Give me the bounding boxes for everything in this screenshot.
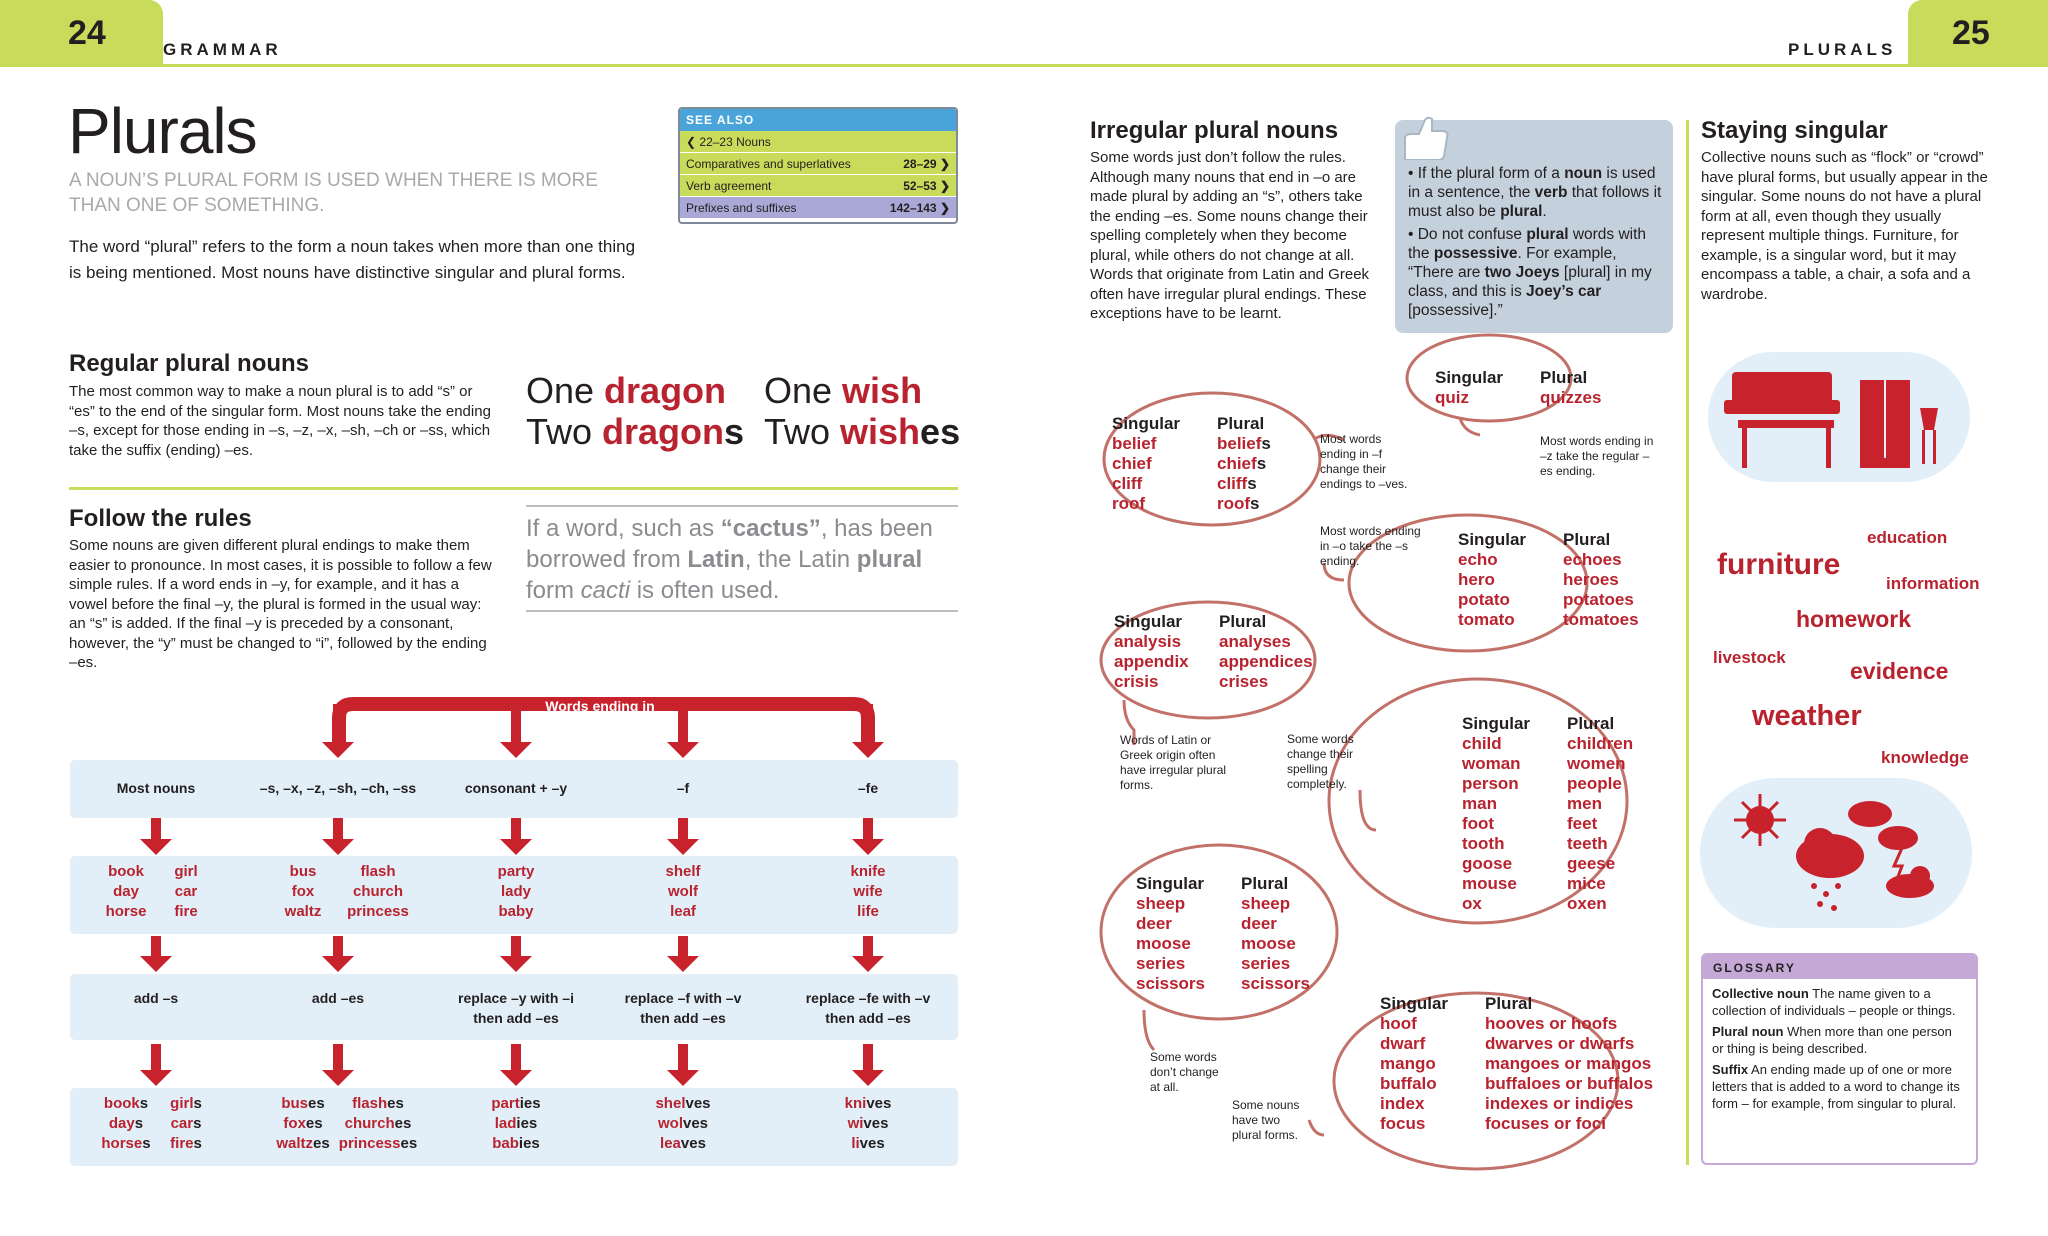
plural-word: children [1567,734,1634,753]
plural-word: cliffs [1217,474,1257,493]
result-words [613,1094,753,1154]
result-word: wives [847,1115,889,1132]
plural-label: Plural [1485,994,1533,1013]
see-also-topic: Verb agreement [686,179,772,193]
plural-word: beliefs [1217,434,1271,453]
flow-arrow-head [140,956,172,972]
plural-word: hooves or hoofs [1485,1014,1618,1033]
plural-word: men [1567,794,1602,813]
singular-word: mouse [1462,874,1517,893]
singular-column [1435,368,1503,408]
plural-label: Plural [1241,874,1289,893]
result-word: lives [851,1135,885,1152]
result-word: parties [491,1095,541,1112]
plural-column [1540,368,1601,408]
singular-word: deer [1136,914,1172,933]
singular-word: man [1462,794,1497,813]
plural-word: quizzes [1540,388,1602,407]
singular-word: moose [1136,934,1191,953]
singular-label: Singular [1435,368,1504,387]
flow-arrow-shaft [333,936,343,958]
plural-word: feet [1567,814,1598,833]
result-word: ladies [494,1115,538,1132]
plural-word: teeth [1567,834,1608,853]
page-title: Plurals [68,95,257,167]
singular-word: crisis [1114,672,1159,691]
right-running-head: PLURALS [1788,40,1897,59]
latin-note: If a word, such as “cactus”, has been borrowed from Latin, the Latin plural form cacti is often used. [526,515,933,604]
glossary-heading: GLOSSARY [1703,955,1976,979]
singular-word: foot [1462,814,1495,833]
see-also-topic: Comparatives and superlatives [686,157,851,171]
plural-word: mangoes or mangos [1485,1054,1652,1073]
group-note: Most words ending in –z take the regular –es ending. [1540,434,1654,478]
category-label: –fe [857,780,879,796]
flow-arrow-head [852,1070,884,1086]
group-note: Words of Latin or Greek origin often have irregular plural forms. [1120,733,1227,792]
words-ending-label: Words ending in [545,698,655,714]
plural-word: analyses [1219,632,1291,651]
singular-word: scissors [1136,974,1205,993]
plural-word: heroes [1563,570,1619,589]
plural-column [1567,714,1633,914]
group-note: Some words change their spelling completely. [1287,732,1354,791]
group-note: Some words don’t change at all. [1150,1050,1219,1094]
plural-word: scissors [1241,974,1310,993]
plural-word: mice [1567,874,1606,893]
plural-column [1485,994,1653,1134]
group-note: Some nouns have two plural forms. [1232,1098,1300,1142]
flow-arrow-shaft [511,1044,521,1072]
flow-arrow-head [500,956,532,972]
plural-word: geese [1567,854,1616,873]
singular-word: chief [1112,454,1152,473]
plural-word: series [1241,954,1291,973]
example-words: book day horse [105,863,147,920]
plural-label: Plural [1540,368,1588,387]
result-word: books [103,1095,149,1112]
result-word: fires [170,1135,202,1152]
category-label: –f [676,780,690,796]
plural-word: potatoes [1563,590,1634,609]
connector-spelling [1360,790,1376,830]
flow-arrow-shaft [151,1044,161,1072]
result-word: babies [492,1135,540,1152]
plural-word: deer [1241,914,1277,933]
singular-label: Singular [1458,530,1527,549]
irregular-text: Some words just don’t follow the rules. Although many nouns that end in –o are made plural by adding an “s”, others take the ending –es. Some nouns change their spelling completely when they become plural, while others do not change at all. Words that originate from Latin and Greek often have irregular plural endings. These exceptions have to be learnt. [1090,149,1370,322]
weather-icon [1730,786,1970,926]
singular-label: Singular [1380,994,1449,1013]
result-word: churches [344,1115,412,1132]
result-word: horses [101,1135,151,1152]
flow-arrow-head [500,742,532,758]
left-page-number: 24 [68,14,106,52]
plural-word: crises [1219,672,1269,691]
category-label: –s, –x, –z, –sh, –ch, –ss [259,780,417,796]
collective-word: evidence [1850,658,1949,684]
rules-heading: Follow the rules [69,505,252,532]
flow-arrow-head [852,742,884,758]
singular-word: dwarf [1380,1034,1426,1053]
plural-word: tomatoes [1563,610,1639,629]
flow-arrow-shaft [863,1044,873,1072]
rule-label: replace –f with –v then add –es [624,990,742,1026]
flow-arrow-head [322,742,354,758]
singular-word: tomato [1458,610,1515,629]
result-words [798,1094,938,1154]
result-word: days [108,1115,144,1132]
singular-column [1114,612,1189,692]
singular-column [1380,994,1448,1134]
plural-label: Plural [1217,414,1265,433]
singular-word: goose [1462,854,1513,873]
left-running-head: GRAMMAR [163,40,282,59]
singular-text: Collective nouns such as “flock” or “crowd” have plural forms, but usually appear in the singular. Some nouns do not have a plural form at all, even though they usually represent multiple things. Furniture, for example, is a singular word, but it may encompass a table, a chair, a sofa and a wardrobe. [1701,149,1988,303]
example-wish: One wish Two wishes [764,370,961,452]
singular-word: potato [1458,590,1510,609]
plural-word: moose [1241,934,1296,953]
see-also-topic: ❮ 22–23 Nouns [686,135,771,149]
flow-arrow-head [322,1070,354,1086]
plural-column [1241,874,1310,994]
collective-word: information [1886,574,1980,593]
singular-word: buffalo [1380,1074,1437,1093]
flow-arrow-head [322,956,354,972]
glossary-entry: Suffix An ending made up of one or more letters that is added to a word to change its form – for example, from singular to plural. [1712,1062,1960,1111]
irregular-heading: Irregular plural nouns [1090,117,1339,144]
glossary-entry: Collective noun The name given to a collection of individuals – people or things. [1712,986,1956,1018]
collective-word: weather [1752,700,1862,732]
see-also-heading: SEE ALSO [680,109,956,131]
singular-column [1458,530,1526,630]
see-also-pages: 52–53 ❯ [903,179,950,193]
result-word: knives [844,1095,892,1112]
result-word: princesses [338,1135,418,1152]
plural-word: roofs [1217,494,1260,513]
singular-column [1112,414,1180,514]
connector-nochange [1144,1010,1154,1050]
result-word: cars [170,1115,202,1132]
plural-column [1219,612,1313,692]
flow-arrow-head [852,956,884,972]
example-dragon: One dragon Two dragons [526,370,745,452]
singular-word: hoof [1380,1014,1417,1033]
result-word: shelves [655,1095,711,1112]
flow-arrow-shaft [678,936,688,958]
flow-arrow-shaft [151,936,161,958]
collective-word: furniture [1717,548,1841,581]
flow-arrow-head [140,839,172,855]
singular-word: ox [1462,894,1482,913]
plural-word: indexes or indices [1485,1094,1634,1113]
flow-arrow-shaft [863,936,873,958]
singular-word: cliff [1112,474,1143,493]
lede: A NOUN’S PLURAL FORM IS USED WHEN THERE IS MORE THAN ONE OF SOMETHING. [69,170,598,216]
glossary-entry: Plural noun When more than one person or thing is being described. [1712,1024,1952,1056]
singular-word: roof [1112,494,1146,513]
singular-label: Singular [1114,612,1183,631]
example-words: flash church princess [347,863,409,920]
regular-heading: Regular plural nouns [69,350,310,377]
flow-arrow-head [667,1070,699,1086]
rules-text: Some nouns are given different plural endings to make them easier to pronounce. In most cases, it is possible to follow a few simple rules. If a word ends in –y, for example, and it has a vowel before the final –y, the plural is formed in the usual way: an “s” is added. If the final –y is preceded by a consonant, however, the “y” must be changed to “i”, followed by the ending –es. [69,537,492,671]
plural-column [1217,414,1271,514]
plural-word: chiefs [1217,454,1267,473]
plural-word: echoes [1563,550,1622,569]
result-words [446,1094,586,1154]
result-word: girls [170,1095,202,1112]
result-word: foxes [283,1115,323,1132]
rule-label: add –es [311,990,365,1006]
result-word: buses [281,1095,325,1112]
glossary-box [1701,953,1978,1165]
result-word: flashes [352,1095,404,1112]
plural-word: dwarves or dwarfs [1485,1034,1635,1053]
collective-word: knowledge [1881,748,1969,767]
example-words: bus fox waltz [284,863,322,920]
flow-arrow-head [667,742,699,758]
singular-word: belief [1112,434,1157,453]
singular-word: child [1462,734,1502,753]
category-label: consonant + –y [464,780,568,796]
flow-arrow-head [500,839,532,855]
singular-word: focus [1380,1114,1426,1133]
flow-arrow-shaft [333,704,343,744]
singular-word: person [1462,774,1519,793]
right-page-number: 25 [1952,14,1990,52]
collective-word: education [1867,528,1948,547]
see-also-pages: 142–143 ❯ [889,201,950,215]
plural-label: Plural [1219,612,1267,631]
intro-text: The word “plural” refers to the form a noun takes when more than one thing is being mentioned. Most nouns have distinctive singular and plural forms. [69,237,636,282]
example-words: girl car fire [174,863,198,920]
singular-word: index [1380,1094,1425,1113]
singular-word: appendix [1114,652,1189,671]
example-words: shelf wolf leaf [665,863,701,920]
see-also-topic: Prefixes and suffixes [686,201,797,215]
flow-arrow-head [322,839,354,855]
regular-text: The most common way to make a noun plural is to add “s” or “es” to the end of the singular form. Most nouns take the ending –s, except for those ending in –s, –z, –x, –sh, –ch or –ss, which take the suffix (ending) –es. [69,383,491,459]
singular-heading: Staying singular [1701,117,1888,144]
singular-label: Singular [1136,874,1205,893]
flow-arrow-shaft [333,1044,343,1072]
plural-word: women [1567,754,1626,773]
singular-word: echo [1458,550,1498,569]
result-word: wolves [657,1115,709,1132]
plural-word: appendices [1219,652,1313,671]
column-rule [1686,120,1689,1165]
singular-label: Singular [1462,714,1531,733]
plural-word: oxen [1567,894,1607,913]
group-note: Most words ending in –f change their endings to –ves. [1320,432,1408,491]
result-words [308,1094,448,1154]
singular-word: series [1136,954,1186,973]
singular-word: woman [1462,754,1521,773]
category-label: Most nouns [116,780,196,796]
see-also-pages: 28–29 ❯ [903,157,950,171]
singular-column [1136,874,1205,994]
flow-arrow-head [852,839,884,855]
group-note: Most words ending in –o take the –s ending. [1320,524,1421,568]
rule-label: add –s [133,990,179,1006]
rule-label: replace –fe with –v then add –es [805,990,931,1026]
flow-arrow-head [140,1070,172,1086]
flow-arrow-head [500,1070,532,1086]
plural-column [1563,530,1639,630]
singular-word: sheep [1136,894,1186,913]
plural-word: sheep [1241,894,1291,913]
singular-word: mango [1380,1054,1436,1073]
tip-text: • If the plural form of a noun is used in a sentence, the verb that follows it must also be plural. • Do not confuse plural words with the possessive. For example, “There are two Joeys [plural] in my class, and this is Joey’s car [possessive].” [1408,165,1662,319]
plural-label: Plural [1567,714,1615,733]
plural-word: focuses or foci [1485,1114,1606,1133]
flow-arrow-head [667,839,699,855]
plural-word: people [1567,774,1622,793]
singular-word: quiz [1435,388,1469,407]
flow-arrow-shaft [511,936,521,958]
plural-word: buffaloes or buffalos [1485,1074,1654,1093]
plural-label: Plural [1563,530,1611,549]
singular-word: tooth [1462,834,1505,853]
collective-word: livestock [1713,648,1786,667]
singular-word: analysis [1114,632,1182,651]
singular-word: hero [1458,570,1495,589]
singular-label: Singular [1112,414,1181,433]
result-word: waltzes [276,1135,330,1152]
collective-word: homework [1796,606,1912,632]
flow-arrow-shaft [863,704,873,744]
singular-column [1462,714,1530,914]
flow-arrow-shaft [678,1044,688,1072]
example-words: knife wife life [850,863,886,920]
result-word: leaves [660,1135,706,1152]
example-words: party lady baby [497,863,535,920]
flow-arrow-head [667,956,699,972]
rule-label: replace –y with –i then add –es [458,990,574,1026]
furniture-icon [1720,360,1950,480]
